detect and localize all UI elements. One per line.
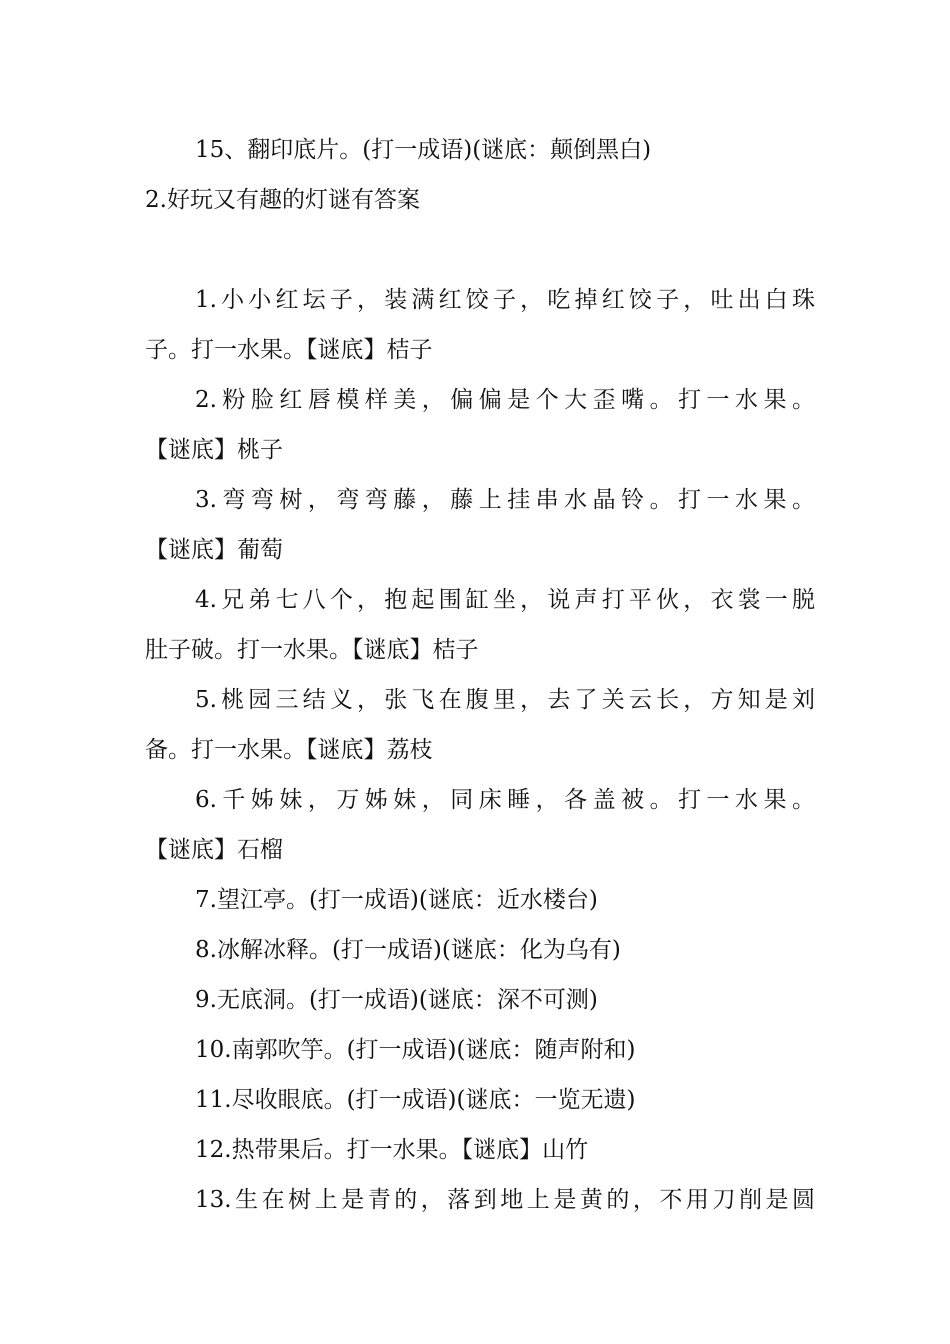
riddle-3-line-1: 3.弯弯树，弯弯藤，藤上挂串水晶铃。打一水果。: [195, 487, 815, 513]
riddle-8-line: 8.冰解冰释。(打一成语)(谜底：化为乌有): [195, 937, 621, 963]
riddle-1-line-2: 子。打一水果。【谜底】桔子: [145, 337, 433, 363]
riddle-12-line: 12.热带果后。打一水果。【谜底】山竹: [195, 1137, 589, 1163]
riddle-13-line-1: 13.生在树上是青的，落到地上是黄的，不用刀削是圆: [195, 1187, 815, 1213]
section-heading: 2.好玩又有趣的灯谜有答案: [145, 187, 420, 213]
riddle-15-line: 15、翻印底片。(打一成语)(谜底：颠倒黑白): [195, 137, 652, 163]
riddle-2-line-1: 2.粉脸红唇模样美，偏偏是个大歪嘴。打一水果。: [195, 387, 815, 413]
riddle-3-line-2: 【谜底】葡萄: [145, 537, 283, 563]
riddle-4-line-2: 肚子破。打一水果。【谜底】桔子: [145, 637, 479, 663]
riddle-6-line-1: 6.千姊妹，万姊妹，同床睡，各盖被。打一水果。: [195, 787, 815, 813]
riddle-5-line-2: 备。打一水果。【谜底】荔枝: [145, 737, 433, 763]
riddle-10-line: 10.南郭吹竽。(打一成语)(谜底：随声附和): [195, 1037, 636, 1063]
riddle-6-line-2: 【谜底】石榴: [145, 837, 283, 863]
riddle-5-line-1: 5.桃园三结义，张飞在腹里，去了关云长，方知是刘: [195, 687, 815, 713]
riddle-7-line: 7.望江亭。(打一成语)(谜底：近水楼台): [195, 887, 598, 913]
riddle-2-line-2: 【谜底】桃子: [145, 437, 283, 463]
riddle-1-line-1: 1.小小红坛子，装满红饺子，吃掉红饺子，吐出白珠: [195, 287, 815, 313]
riddle-9-line: 9.无底洞。(打一成语)(谜底：深不可测): [195, 987, 598, 1013]
riddle-4-line-1: 4.兄弟七八个，抱起围缸坐，说声打平伙，衣裳一脱: [195, 587, 815, 613]
riddle-11-line: 11.尽收眼底。(打一成语)(谜底：一览无遗): [195, 1087, 636, 1113]
